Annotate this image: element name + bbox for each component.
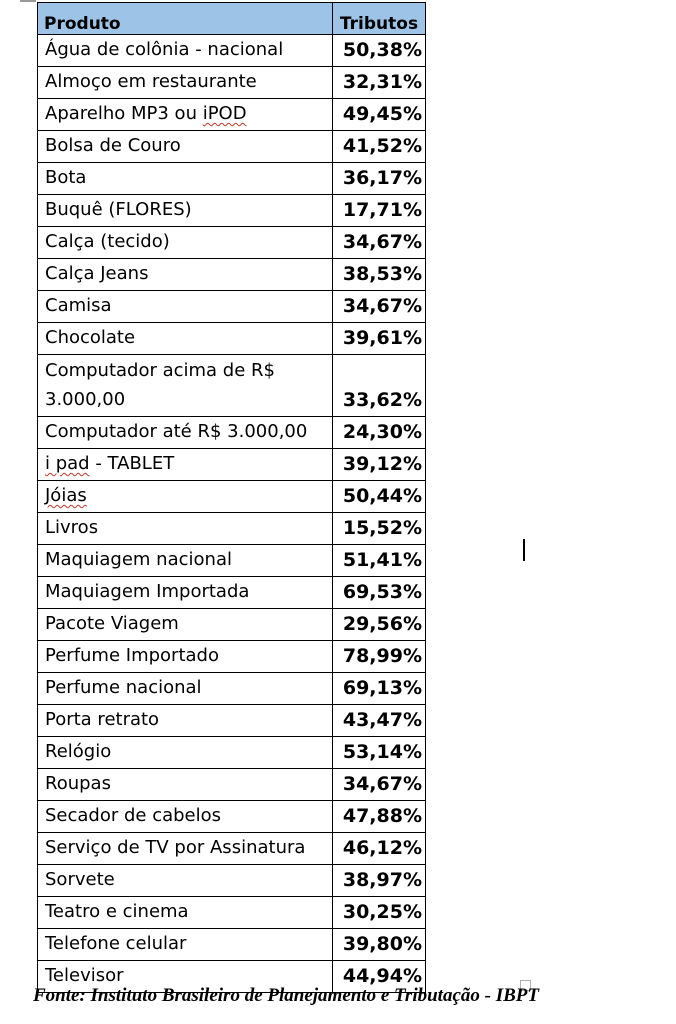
product-cell: Telefone celular xyxy=(38,929,333,961)
table-row xyxy=(38,291,426,323)
table-row xyxy=(38,801,426,833)
table-row xyxy=(38,737,426,769)
table-row xyxy=(38,67,426,99)
table-row xyxy=(38,641,426,673)
tax-cell: 29,56% xyxy=(333,609,426,641)
tax-cell: 34,67% xyxy=(333,291,426,323)
table-row xyxy=(38,259,426,291)
product-cell: Bota xyxy=(38,163,333,195)
tax-cell: 50,44% xyxy=(333,481,426,513)
tax-cell: 32,31% xyxy=(333,67,426,99)
product-cell: Secador de cabelos xyxy=(38,801,333,833)
table-row xyxy=(38,163,426,195)
table-row xyxy=(38,673,426,705)
tax-cell: 24,30% xyxy=(333,417,426,449)
product-cell: Camisa xyxy=(38,291,333,323)
page-corner-mark xyxy=(20,0,36,2)
table-row xyxy=(38,929,426,961)
product-cell: Serviço de TV por Assinatura xyxy=(38,833,333,865)
table-row xyxy=(38,449,426,481)
text-cursor xyxy=(523,539,525,561)
tax-cell: 47,88% xyxy=(333,801,426,833)
table-row xyxy=(38,577,426,609)
spellcheck-underline: Jóias xyxy=(45,485,87,506)
product-cell: Almoço em restaurante xyxy=(38,67,333,99)
table-body xyxy=(38,35,426,993)
product-cell: Televisor xyxy=(38,961,333,993)
table-row xyxy=(38,417,426,449)
product-cell: Maquiagem Importada xyxy=(38,577,333,609)
product-cell: Teatro e cinema xyxy=(38,897,333,929)
tax-cell: 44,94% xyxy=(333,961,426,993)
tax-cell: 53,14% xyxy=(333,737,426,769)
header-product: Produto xyxy=(38,3,333,35)
product-cell: Perfume Importado xyxy=(38,641,333,673)
product-cell: Buquê (FLORES) xyxy=(38,195,333,227)
source-note: Fonte: Instituto Brasileiro de Planejamento e Tributação - IBPT xyxy=(33,985,539,1006)
tax-cell: 51,41% xyxy=(333,545,426,577)
tax-cell: 15,52% xyxy=(333,513,426,545)
table-row xyxy=(38,131,426,163)
tax-cell: 69,53% xyxy=(333,577,426,609)
product-cell: Água de colônia - nacional xyxy=(38,35,333,67)
header-taxes: Tributos xyxy=(333,3,426,35)
tax-cell: 17,71% xyxy=(333,195,426,227)
table-row xyxy=(38,545,426,577)
table-row xyxy=(38,323,426,355)
table-row xyxy=(38,35,426,67)
tax-cell: 34,67% xyxy=(333,769,426,801)
tax-table xyxy=(37,2,426,993)
table-row xyxy=(38,99,426,131)
product-cell xyxy=(38,481,333,513)
table-row xyxy=(38,865,426,897)
product-cell: Roupas xyxy=(38,769,333,801)
table-row xyxy=(38,897,426,929)
tax-cell: 41,52% xyxy=(333,131,426,163)
product-cell: Perfume nacional xyxy=(38,673,333,705)
tax-cell: 39,80% xyxy=(333,929,426,961)
table-row xyxy=(38,513,426,545)
product-cell: Porta retrato xyxy=(38,705,333,737)
product-cell: Maquiagem nacional xyxy=(38,545,333,577)
tax-cell: 46,12% xyxy=(333,833,426,865)
product-cell: Computador até R$ 3.000,00 xyxy=(38,417,333,449)
table-row xyxy=(38,481,426,513)
tax-cell: 30,25% xyxy=(333,897,426,929)
tax-cell: 34,67% xyxy=(333,227,426,259)
product-cell: i pad - TABLET xyxy=(38,449,333,481)
table-row xyxy=(38,227,426,259)
tax-cell: 39,61% xyxy=(333,323,426,355)
tax-cell: 50,38% xyxy=(333,35,426,67)
product-cell: Aparelho MP3 ou iPOD xyxy=(38,99,333,131)
tax-cell: 38,53% xyxy=(333,259,426,291)
table-row xyxy=(38,609,426,641)
tax-cell: 38,97% xyxy=(333,865,426,897)
product-cell: Sorvete xyxy=(38,865,333,897)
table-row xyxy=(38,355,426,417)
product-cell: Pacote Viagem xyxy=(38,609,333,641)
product-cell: Bolsa de Couro xyxy=(38,131,333,163)
tax-cell: 69,13% xyxy=(333,673,426,705)
tax-cell: 49,45% xyxy=(333,99,426,131)
tax-cell: 39,12% xyxy=(333,449,426,481)
product-cell: Computador acima de R$ 3.000,00 xyxy=(38,355,333,417)
product-cell: Calça (tecido) xyxy=(38,227,333,259)
product-cell: Chocolate xyxy=(38,323,333,355)
tax-cell: 36,17% xyxy=(333,163,426,195)
product-cell: Livros xyxy=(38,513,333,545)
product-cell: Calça Jeans xyxy=(38,259,333,291)
tax-cell: 43,47% xyxy=(333,705,426,737)
table-row xyxy=(38,833,426,865)
table-header-row xyxy=(38,3,426,35)
table-row xyxy=(38,769,426,801)
table-row xyxy=(38,195,426,227)
table-row xyxy=(38,705,426,737)
spellcheck-underline: i pad xyxy=(45,453,90,474)
product-cell: Relógio xyxy=(38,737,333,769)
tax-cell: 78,99% xyxy=(333,641,426,673)
tax-cell: 33,62% xyxy=(333,355,426,417)
spellcheck-underline: iPOD xyxy=(202,103,247,124)
